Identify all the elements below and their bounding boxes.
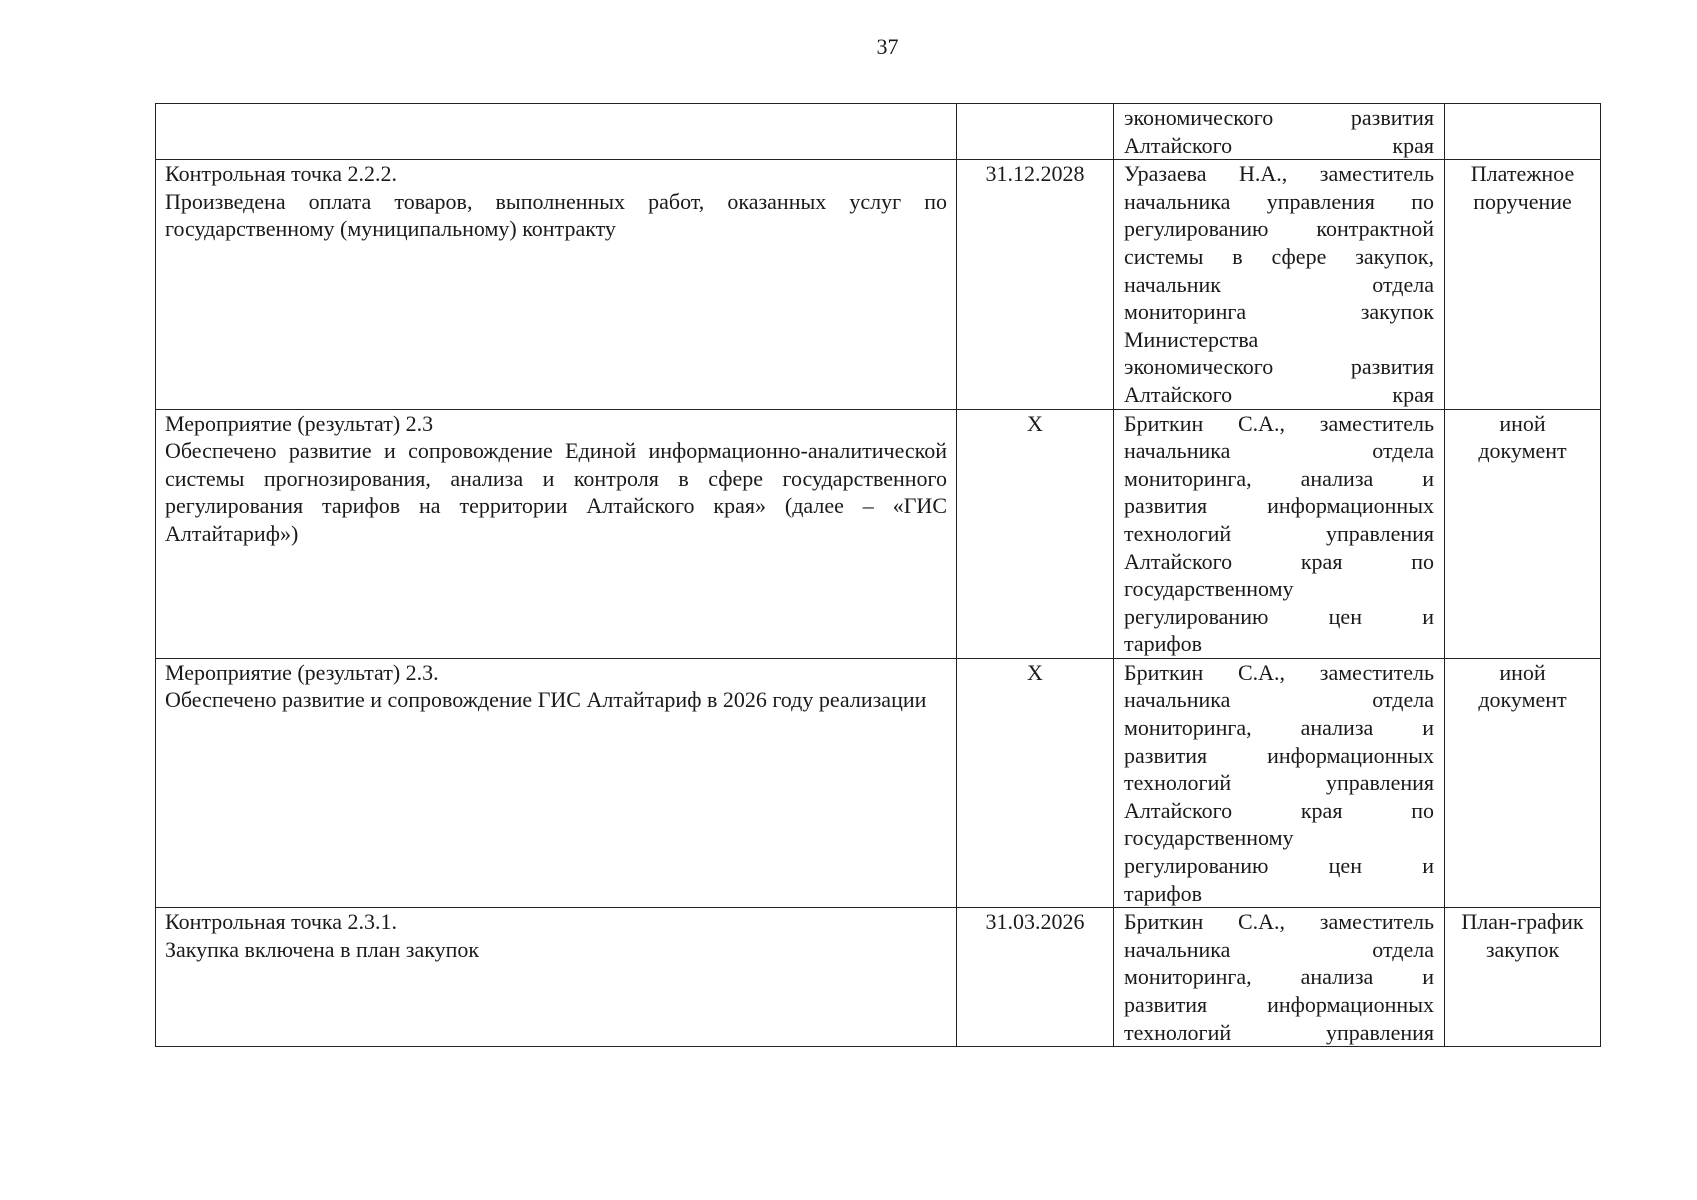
event-title-cell [156, 104, 957, 160]
document-type-cell [1445, 409, 1601, 658]
responsible-line: тарифов [1124, 631, 1203, 657]
event-heading: Контрольная точка 2.2.2. [165, 161, 398, 187]
responsible-line: мониторинга, анализа и [1124, 964, 1434, 990]
document-type-cell [1445, 160, 1601, 409]
responsible-line: начальника отдела [1124, 936, 1434, 962]
table-row [156, 160, 1601, 409]
event-heading: Контрольная точка 2.3.1. [165, 909, 398, 935]
responsible-line: мониторинга, анализа и [1124, 715, 1434, 741]
responsible-person-cell [1114, 908, 1445, 1047]
responsible-line: развития информационных [1124, 493, 1434, 519]
document-type-line: иной [1499, 659, 1546, 685]
responsible-person-cell [1114, 658, 1445, 907]
responsible-line: начальник отдела [1124, 271, 1434, 297]
document-type-line: Платежное [1470, 161, 1575, 187]
responsible-line: начальника отдела [1124, 687, 1434, 713]
table-row [156, 104, 1601, 160]
responsible-person-cell [1114, 409, 1445, 658]
responsible-line: начальника отдела [1124, 438, 1434, 464]
responsible-line: экономического развития [1124, 105, 1434, 130]
responsible-line: Алтайского края [1124, 132, 1434, 158]
responsible-line: Бриткин С.А., заместитель [1124, 659, 1434, 685]
event-heading: Мероприятие (результат) 2.3 [165, 410, 434, 436]
deadline-cell: X [957, 658, 1114, 907]
responsible-line: технологий управления [1124, 520, 1434, 546]
event-heading: Мероприятие (результат) 2.3. [165, 659, 439, 685]
responsible-line: Алтайского края по [1124, 548, 1434, 574]
deadline-cell: 31.12.2028 [957, 160, 1114, 409]
responsible-line: технологий управления [1124, 1019, 1434, 1045]
event-title-cell [156, 409, 957, 658]
responsible-line: Алтайского края [1124, 381, 1434, 407]
event-title-cell [156, 658, 957, 907]
responsible-line: мониторинга закупок [1124, 299, 1434, 325]
responsible-line: развития информационных [1124, 992, 1434, 1017]
responsible-line: государственному [1124, 576, 1294, 602]
responsible-line: регулированию контрактной [1124, 216, 1434, 242]
document-type-cell [1445, 104, 1601, 160]
event-description: Произведена оплата товаров, выполненных работ, оказанных услуг по государственному (муниципальному) контракту [165, 188, 947, 242]
document-type-line: документ [1478, 438, 1567, 464]
event-description: Закупка включена в план закупок [165, 936, 480, 962]
table-row [156, 658, 1601, 907]
document-type-line: закупок [1485, 936, 1560, 962]
event-description: Обеспечено развитие и сопровождение ГИС Алтайтариф в 2026 году реализации [165, 687, 927, 713]
deadline-cell [957, 104, 1114, 160]
document-type-line: План-график [1461, 909, 1584, 935]
responsible-line: тарифов [1124, 880, 1203, 906]
responsible-line: технологий управления [1124, 770, 1434, 796]
responsible-person-cell [1114, 160, 1445, 409]
responsible-line: регулированию цен и [1124, 853, 1434, 879]
table-row [156, 908, 1601, 1047]
event-title-cell [156, 160, 957, 409]
responsible-line: Уразаева Н.А., заместитель [1124, 161, 1434, 187]
responsible-person-cell [1114, 104, 1445, 160]
table-row [156, 409, 1601, 658]
responsible-line: Бриткин С.А., заместитель [1124, 410, 1434, 436]
page-number: 37 [876, 34, 899, 59]
document-type-line: иной [1499, 410, 1546, 436]
deadline-cell: 31.03.2026 [957, 908, 1114, 1047]
responsible-line: развития информационных [1124, 742, 1434, 768]
responsible-line: экономического развития [1124, 354, 1434, 380]
event-title-cell [156, 908, 957, 1047]
document-type-line: документ [1478, 687, 1567, 713]
responsible-line: Алтайского края по [1124, 797, 1434, 823]
plan-table [155, 103, 1601, 1047]
deadline-cell: X [957, 409, 1114, 658]
document-type-cell [1445, 658, 1601, 907]
responsible-line: государственному [1124, 825, 1294, 851]
responsible-line: Министерства [1124, 326, 1259, 352]
document-type-cell [1445, 908, 1601, 1047]
responsible-line: Бриткин С.А., заместитель [1124, 909, 1434, 935]
event-description: Обеспечено развитие и сопровождение Единой информационно-аналитической системы прогнозирования, анализа и контроля в сфере государственного регулирования тарифов на территории Алтайского края» (далее – «ГИС Алтайтариф») [165, 438, 947, 546]
document-type-line: поручение [1473, 188, 1572, 214]
responsible-line: системы в сфере закупок, [1124, 243, 1434, 269]
responsible-line: мониторинга, анализа и [1124, 465, 1434, 491]
responsible-line: регулированию цен и [1124, 603, 1434, 629]
responsible-line: начальника управления по [1124, 188, 1434, 214]
